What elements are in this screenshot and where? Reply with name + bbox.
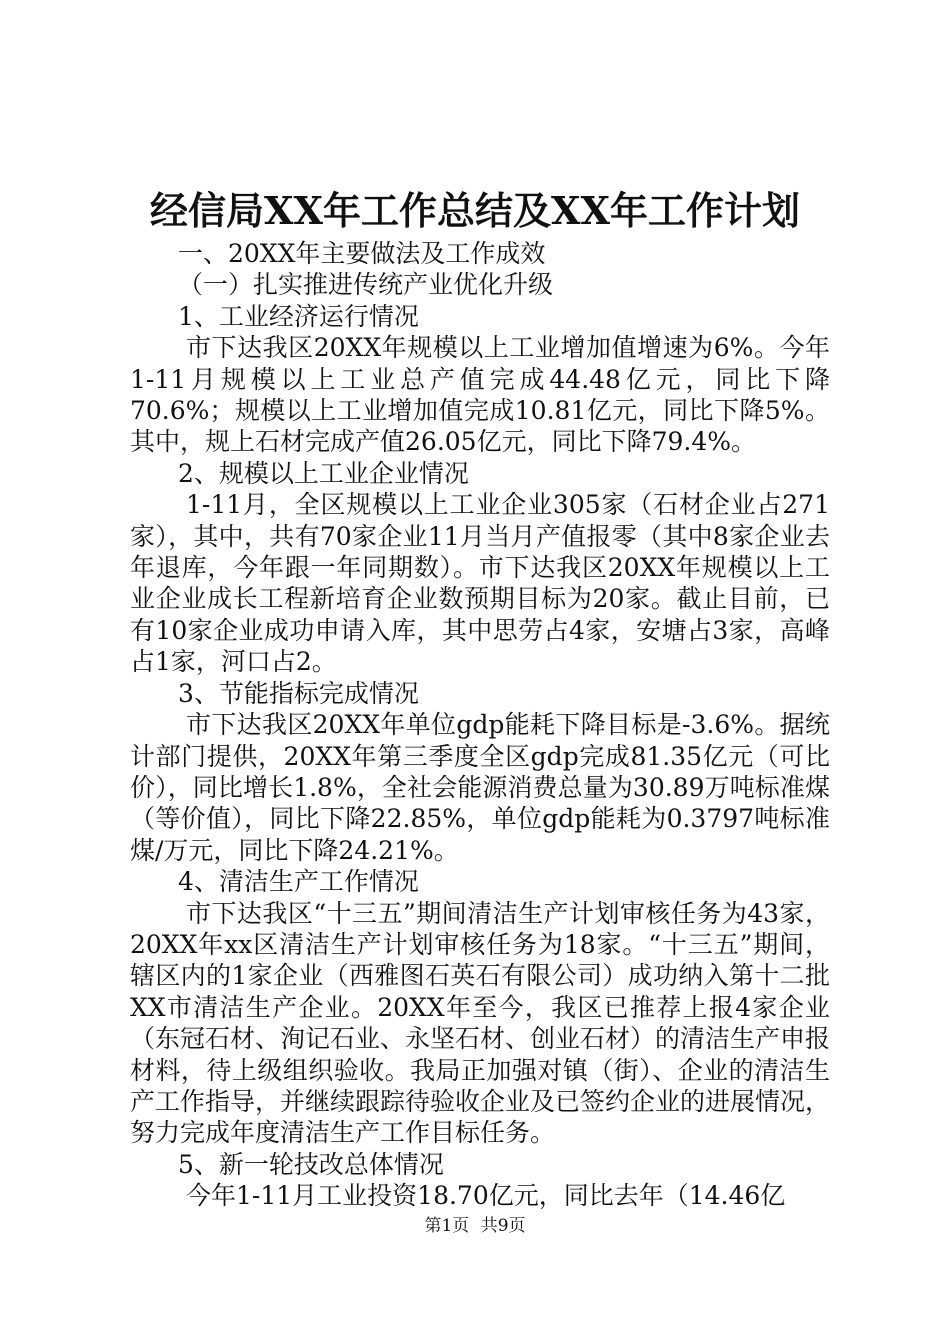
subsection-heading: （一）扎实推进传统产业优化升级 [178,270,554,300]
item-heading: 1、工业经济运行情况 [178,301,419,331]
item-paragraph: 市下达我区20XX年规模以上工业增加值增速为6%。今年1-11月规模以上工业总产值完成44.48亿元，同比下降70.6%；规模以上工业增加值完成10.81亿元，同比下降5%。其中，规上石材完成产值26.05亿元，同比下降79.4%。 [130,333,830,457]
item-paragraph: 1-11月，全区规模以上工业企业305家（石材企业占271家），其中，共有70家企业11月当月产值报零（其中8家企业去年退库，今年跟一年同期数）。市下达我区20XX年规模以上工业企业成长工程新培育企业数预期目标为20家。截止目前，已有10家企业成功申请入库，其中思劳占4家，安塘占3家，高峰占1家，河口占2。 [130,490,830,677]
item-heading: 4、清洁生产工作情况 [178,867,419,897]
item-heading: 5、新一轮技改总体情况 [178,1149,444,1179]
item-paragraph: 市下达我区20XX年单位gdp能耗下降目标是-3.6%。据统计部门提供，20XX年第三季度全区gdp完成81.35亿元（可比价），同比增长1.8%，全社会能源消费总量为30.89万吨标准煤（等价值），同比下降22.85%，单位gdp能耗为0.3797吨标准煤/万元，同比下降24.21%。 [130,710,830,865]
page-total: 共9页 [480,1216,526,1236]
document-body [130,238,830,1212]
item-heading: 2、规模以上工业企业情况 [178,458,469,488]
document-title: 经信局XX年工作总结及XX年工作计划 [150,188,800,233]
page-footer [0,1214,950,1238]
item-paragraph: 今年1-11月工业投资18.70亿元，同比去年（14.46亿 [186,1181,786,1211]
page-number: 第1页 [424,1216,470,1236]
section-heading: 一、20XX年主要做法及工作成效 [178,239,546,268]
item-paragraph: 市下达我区“十三五”期间清洁生产计划审核任务为43家，20XX年xx区清洁生产计划审核任务为18家。“十三五”期间，辖区内的1家企业（西雅图石英石有限公司）成功纳入第十二批XX市清洁生产企业。20XX年至今，我区已推荐上报4家企业（东冠石材、洵记石业、永坚石材、创业石材）的清洁生产申报材料，待上级组织验收。我局正加强对镇（街）、企业的清洁生产工作指导，并继续跟踪待验收企业及已签约企业的进展情况，努力完成年度清洁生产工作目标任务。 [130,898,831,1148]
item-heading: 3、节能指标完成情况 [178,678,419,708]
